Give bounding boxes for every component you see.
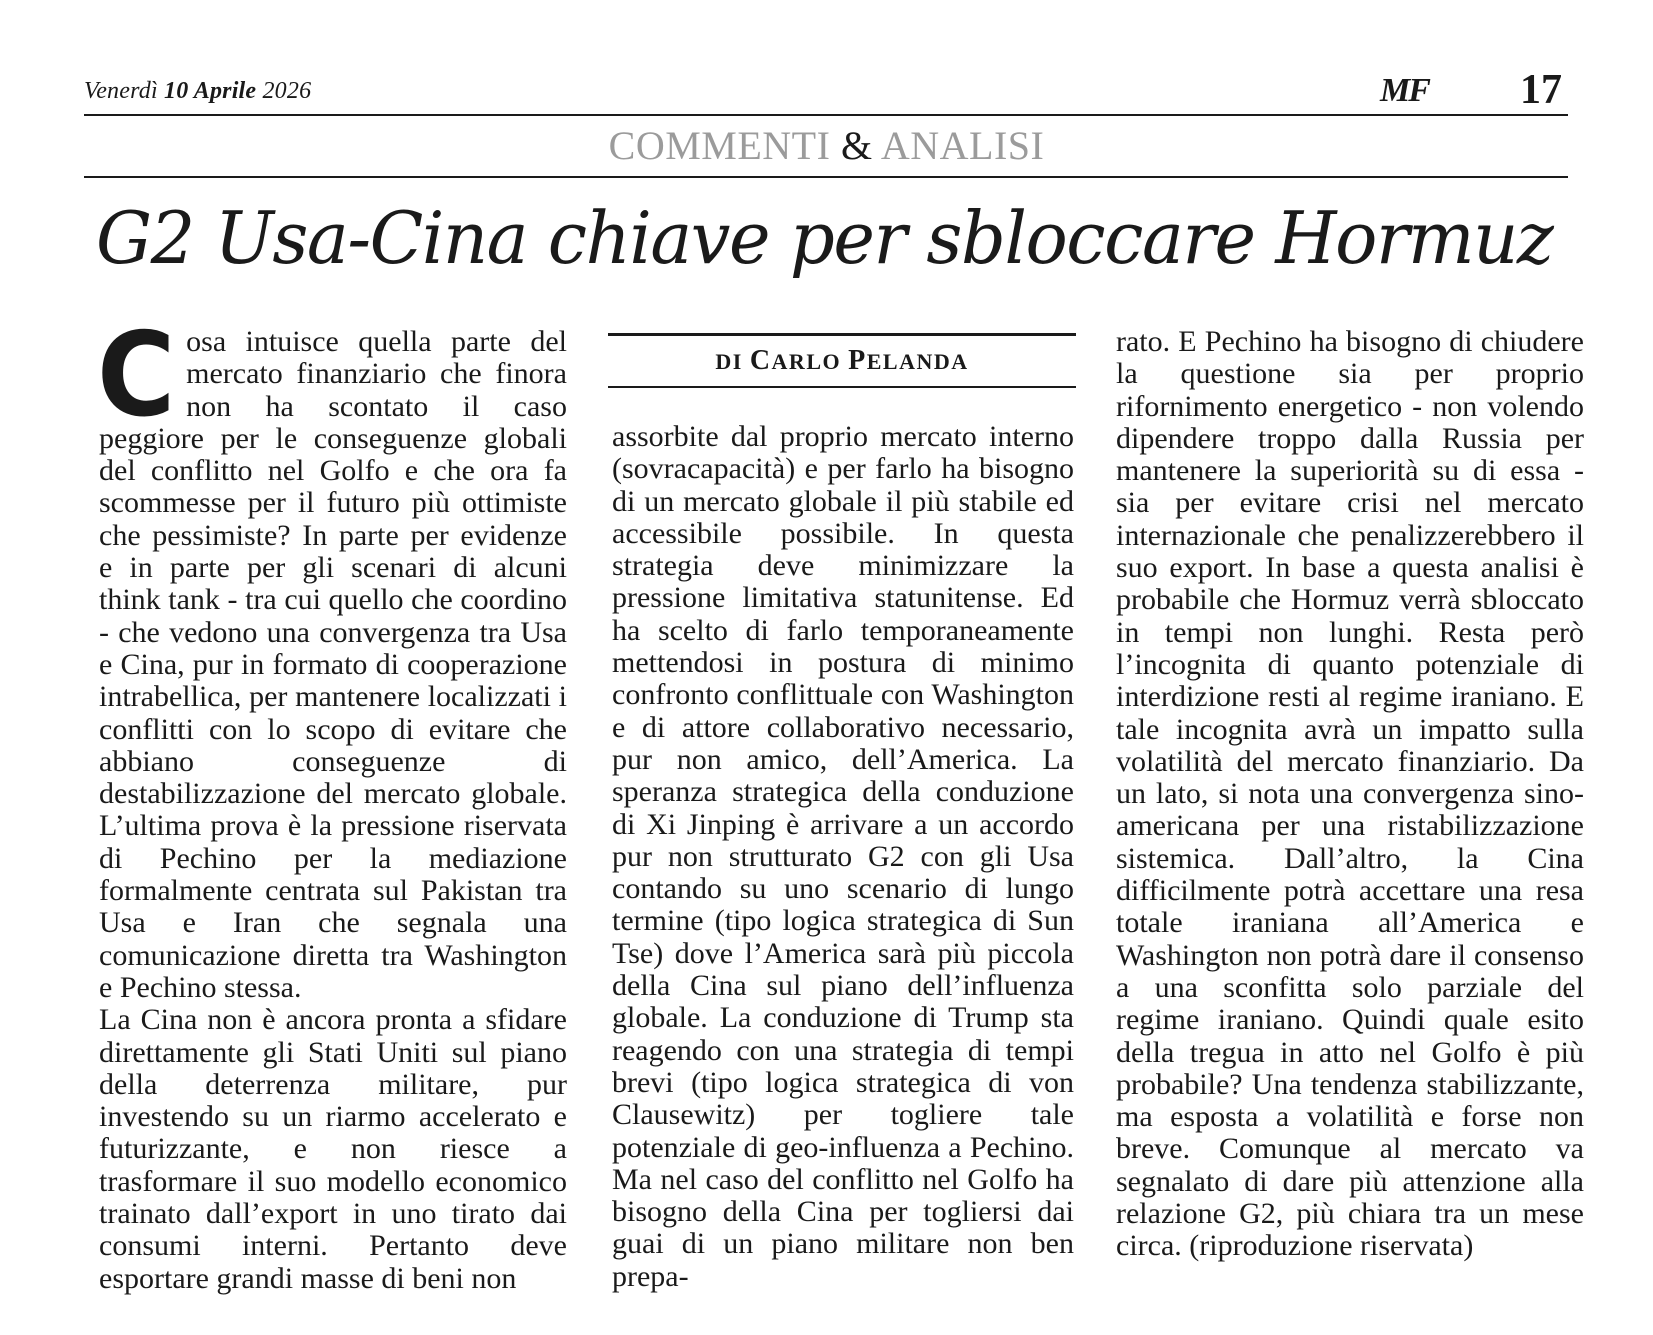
issue-date: [84, 78, 311, 105]
article-headline: G2 Usa-Cina chiave per sbloccare Hormuz: [96, 196, 1553, 280]
section-label: [0, 122, 1653, 169]
byline-box: [608, 333, 1076, 388]
section-label-amp: &: [840, 123, 873, 168]
issue-day-month: 10 Aprile: [164, 78, 257, 104]
article-paragraph: rato. E Pechino ha bisogno di chiudere la questione sia per proprio rifornimento energetico - non volendo dipendere troppo dalla Russia per mantenere la superiorità su di essa - sia per evitare crisi nel mercato internazionale che penalizzerebbero il suo export. In base a questa analisi è probabile che Hormuz verrà sbloccato in tempi non lunghi. Resta però l’incognita di quanto potenziale di interdizione resti al regime iraniano. E tale incognita avrà un impatto sulla volatilità del mercato finanziario. Da un lato, si nota una convergenza sino-americana per una ristabilizzazione sistemica. Dall’altro, la Cina difficilmente potrà accettare una resa totale iraniana all’America e Washington non potrà dare il consenso a una sconfitta solo parziale del regime iraniano. Quindi quale esito della tregua in atto nel Golfo è più probabile? Una tendenza stabilizzante, ma esposta a volatilità e forse non breve. Comunque al mercato va segnalato di dare più attenzione alla relazione G2, più chiara tra un mese circa. (riproduzione riservata): [1116, 325, 1584, 1263]
section-rule: [84, 176, 1568, 178]
issue-day: Venerdì: [84, 78, 158, 104]
article-paragraph: assorbite dal proprio mercato interno (sovracapacità) e per farlo ha bisogno di un mercato globale il più stabile ed accessibile possibile. In questa strategia deve minimizzare la pressione limitativa statunitense. Ed ha scelto di farlo temporaneamente mettendosi in postura di minimo confronto conflittuale con Washington e di attore collaborativo necessario, pur non amico, dell’America. La speranza strategica della conduzione di Xi Jinping è arrivare a un accordo pur non strutturato G2 con gli Usa contando su uno scenario di lungo termine (tipo logica strategica di Sun Tse) dove l’America sarà più piccola della Cina sul piano dell’influenza globale. La conduzione di Trump sta reagendo con una strategia di tempi brevi (tipo logica strategica di von Clausewitz) per togliere tale potenziale di geo-influenza a Pechino. Ma nel caso del conflitto nel Golfo ha bisogno della Cina per togliersi dai guai di un piano militare non ben prepa-: [612, 420, 1074, 1293]
article-byline: [608, 336, 1076, 387]
byline-prefix: DI: [715, 349, 743, 374]
article-paragraph: osa intuisce quella parte del mercato finanziario che finora non ha scontato il caso peggiore per le conseguenze globali del conflitto nel Golfo e che ora fa scommesse per il futuro più ottimiste che pessimiste? In parte per evidenze e in parte per gli scenari di alcuni think tank - tra cui quello che coordino - che vedono una convergenza tra Usa e Cina, pur in formato di cooperazione intrabellica, per mantenere localizzati i conflitti con lo scopo di evitare che abbiano conseguenze di destabilizzazione del mercato globale. L’ultima prova è la pressione riservata di Pechino per la mediazione formalmente centrata sul Pakistan tra Usa e Iran che segnala una comunicazione diretta tra Washington e Pechino stessa.: [99, 325, 567, 1004]
section-label-right: ANALISI: [880, 123, 1045, 168]
byline-first-initial: C: [749, 345, 772, 376]
page-number: 17: [1520, 67, 1562, 113]
drop-cap: C: [97, 308, 172, 443]
newspaper-logo: MF: [1380, 72, 1429, 109]
byline-last-initial: P: [848, 345, 867, 376]
byline-first-rest: ARLO: [771, 349, 842, 374]
byline-last-rest: ELANDA: [866, 349, 969, 374]
article-column-2: [612, 421, 1074, 1293]
article-column-3: [1116, 326, 1584, 1263]
article-column-1: [97, 308, 567, 1295]
section-label-left: COMMENTI: [608, 123, 831, 168]
issue-year: 2026: [262, 78, 312, 104]
header-rule: [84, 114, 1568, 116]
article-paragraph: La Cina non è ancora pronta a sfidare direttamente gli Stati Uniti sul piano della deterrenza militare, pur investendo su un riarmo accelerato e futurizzante, e non riesce a trasformare il suo modello economico trainato dall’export in uno tirato dai consumi interni. Pertanto deve esportare grandi masse di beni non: [99, 1003, 567, 1295]
